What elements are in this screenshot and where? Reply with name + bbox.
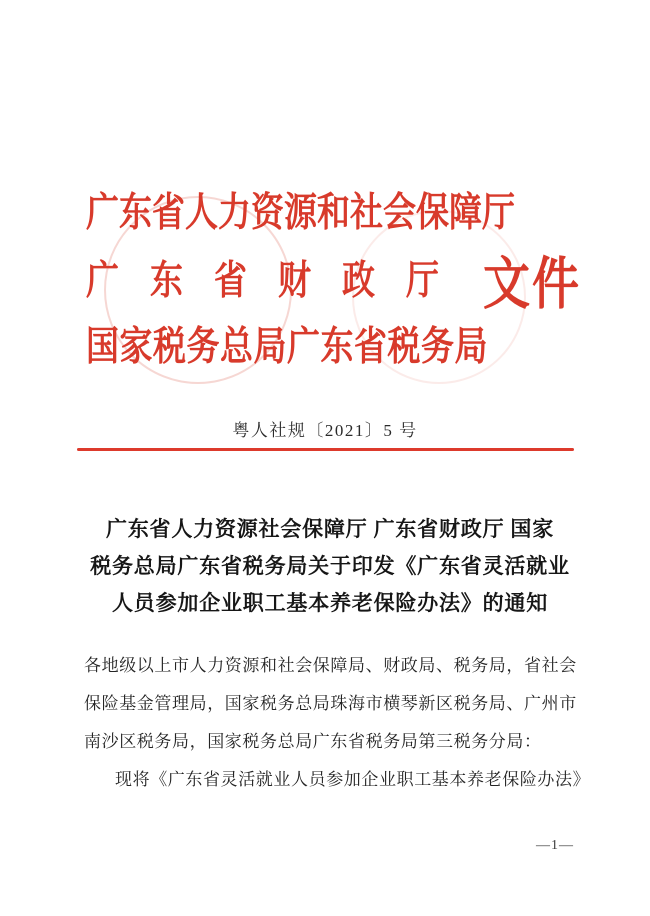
- page-number: —1—: [536, 838, 574, 853]
- title-line-3: 人员参加企业职工基本养老保险办法》的通知: [112, 591, 548, 615]
- title-line-2: 税务总局广东省税务局关于印发《广东省灵活就业: [90, 554, 570, 578]
- document-reference-number: 粤人社规〔2021〕5 号: [232, 421, 418, 440]
- letterhead-line-1: 广东省人力资源和社会保障厅: [86, 191, 515, 235]
- body-line-1: 各地级以上市人力资源和社会保障局、财政局、税务局，省社会: [84, 656, 577, 675]
- document-body: [84, 647, 591, 799]
- body-line-2: 保险基金管理局，国家税务总局珠海市横琴新区税务局、广州市: [84, 694, 577, 713]
- body-line-4: 现将《广东省灵活就业人员参加企业职工基本养老保险办法》: [115, 770, 591, 789]
- body-line-3: 南沙区税务局，国家税务总局广东省税务局第三税务分局：: [84, 732, 542, 751]
- letterhead-line-2: [86, 249, 581, 320]
- document-title: [30, 511, 630, 622]
- red-separator-line: [77, 448, 574, 451]
- letterhead-line-3: 国家税务总局广东省税务局: [86, 325, 488, 369]
- title-line-1: 广东省人力资源社会保障厅 广东省财政厅 国家: [105, 517, 555, 541]
- letterhead-agency-spaced: 广东省财政厅: [86, 259, 470, 303]
- letterhead-wenjian-label: 文件: [483, 253, 581, 317]
